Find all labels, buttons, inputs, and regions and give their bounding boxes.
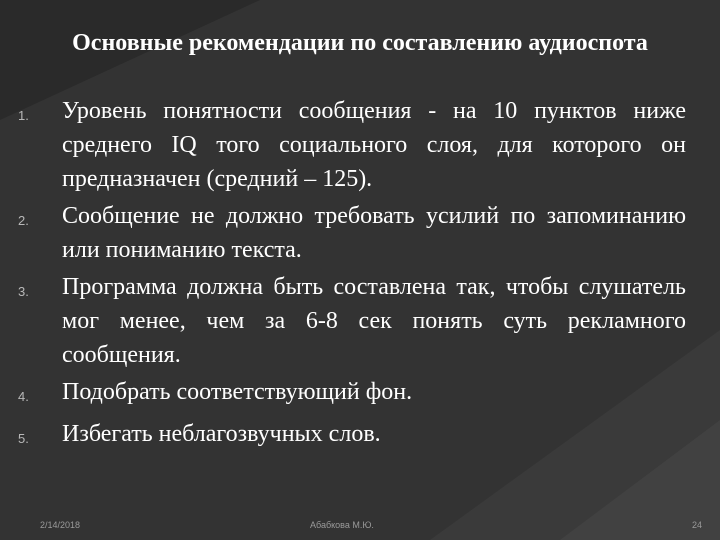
list-item-number: 1. bbox=[18, 108, 29, 123]
list-item-number: 4. bbox=[18, 389, 29, 404]
slide-title: Основные рекомендации по составлению аудиоспота bbox=[72, 30, 648, 56]
list-item-text: Избегать неблагозвучных слов. bbox=[62, 421, 381, 447]
list-item-text: Сообщение не должно требовать усилий по запоминанию или пониманию текста. bbox=[62, 203, 686, 263]
footer-page-number: 24 bbox=[691, 520, 702, 530]
list-item bbox=[18, 417, 686, 456]
list-item bbox=[18, 199, 686, 267]
list-item bbox=[18, 375, 686, 414]
list-item bbox=[18, 94, 686, 196]
list-item-number: 2. bbox=[18, 213, 29, 228]
list-item-number: 3. bbox=[18, 284, 29, 299]
footer-date: 2/14/2018 bbox=[40, 520, 81, 530]
list-item bbox=[18, 270, 686, 372]
list-item-number: 5. bbox=[18, 431, 29, 446]
footer-author: Абабкова М.Ю. bbox=[310, 520, 374, 530]
list-item-text: Подобрать соответствующий фон. bbox=[62, 379, 413, 405]
list-item-text: Уровень понятности сообщения - на 10 пунктов ниже среднего IQ того социального слоя, для которого он предназначен (средний – 125). bbox=[62, 98, 686, 192]
list-item-text: Программа должна быть составлена так, чтобы слушатель мог менее, чем за 6-8 сек понять суть рекламного сообщения. bbox=[62, 274, 686, 368]
recommendations-list bbox=[18, 94, 686, 459]
